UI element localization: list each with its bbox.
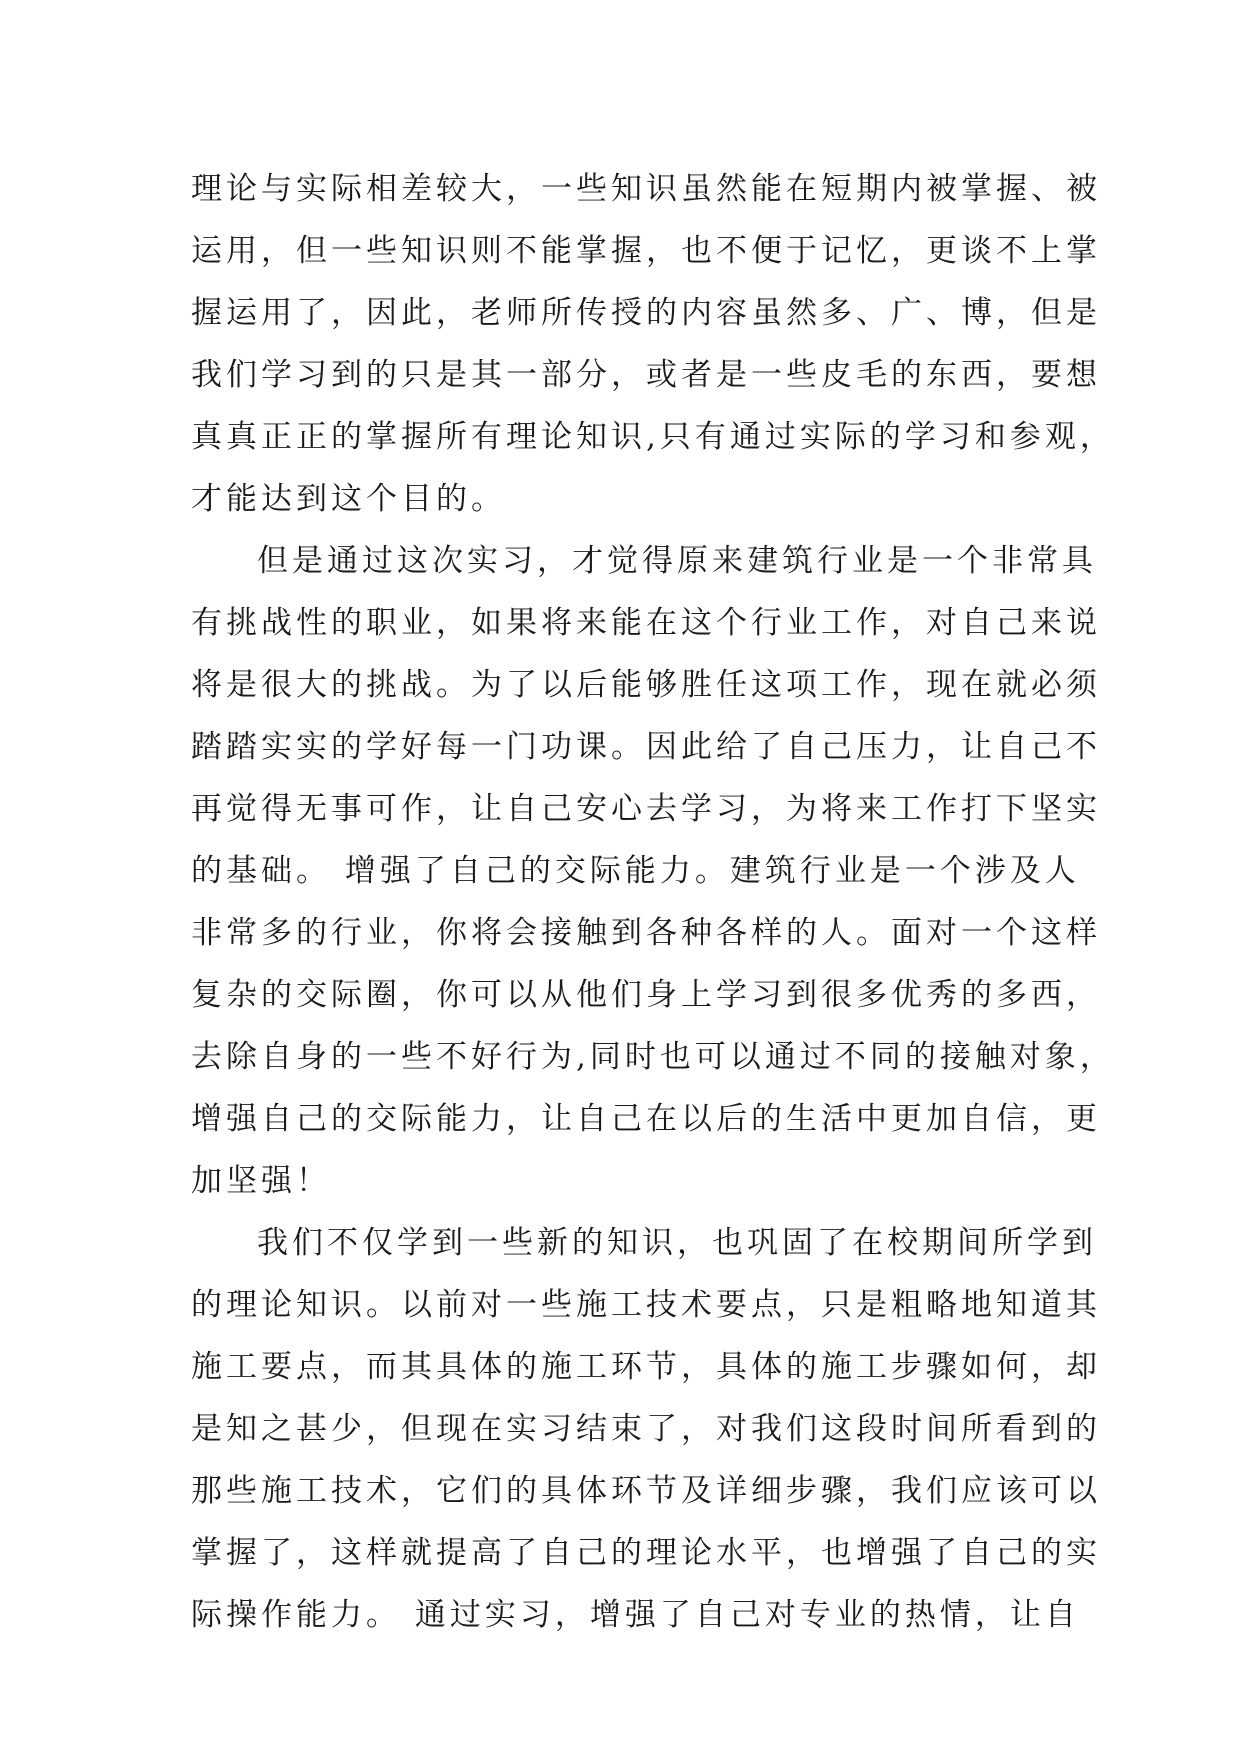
text-line: 有挑战性的职业，如果将来能在这个行业工作，对自己来说 bbox=[191, 605, 1101, 641]
text-line: 去除自身的一些不好行为,同时也可以通过不同的接触对象， bbox=[191, 1039, 1115, 1075]
paragraph-2 bbox=[191, 530, 1115, 1212]
text-line: 才能达到这个目的。 bbox=[191, 481, 506, 517]
text-line: 那些施工技术，它们的具体环节及详细步骤，我们应该可以 bbox=[191, 1473, 1101, 1509]
text-line: 加坚强！ bbox=[191, 1163, 331, 1199]
body-text bbox=[191, 158, 1115, 1646]
text-line: 际操作能力。 通过实习，增强了自己对专业的热情，让自 bbox=[191, 1597, 1080, 1633]
text-line: 但是通过这次实习，才觉得原来建筑行业是一个非常具 bbox=[257, 543, 1097, 579]
text-line: 理论与实际相差较大，一些知识虽然能在短期内被掌握、被 bbox=[191, 171, 1101, 207]
text-line: 复杂的交际圈，你可以从他们身上学习到很多优秀的多西， bbox=[191, 977, 1101, 1013]
text-line: 是知之甚少，但现在实习结束了，对我们这段时间所看到的 bbox=[191, 1411, 1101, 1447]
text-line: 施工要点，而其具体的施工环节，具体的施工步骤如何，却 bbox=[191, 1349, 1101, 1385]
text-line: 将是很大的挑战。为了以后能够胜任这项工作，现在就必须 bbox=[191, 667, 1101, 703]
text-line: 再觉得无事可作，让自己安心去学习，为将来工作打下坚实 bbox=[191, 791, 1101, 827]
text-line: 增强自己的交际能力，让自己在以后的生活中更加自信，更 bbox=[191, 1101, 1101, 1137]
text-line: 运用，但一些知识则不能掌握，也不便于记忆，更谈不上掌 bbox=[191, 233, 1101, 269]
text-line: 握运用了，因此，老师所传授的内容虽然多、广、博，但是 bbox=[191, 295, 1101, 331]
text-line: 掌握了，这样就提高了自己的理论水平，也增强了自己的实 bbox=[191, 1535, 1101, 1571]
text-line: 的理论知识。以前对一些施工技术要点，只是粗略地知道其 bbox=[191, 1287, 1101, 1323]
text-line: 我们不仅学到一些新的知识，也巩固了在校期间所学到 bbox=[257, 1225, 1097, 1261]
text-line: 非常多的行业，你将会接触到各种各样的人。面对一个这样 bbox=[191, 915, 1101, 951]
paragraph-1 bbox=[191, 158, 1115, 530]
text-line: 我们学习到的只是其一部分，或者是一些皮毛的东西，要想 bbox=[191, 357, 1101, 393]
text-line: 真真正正的掌握所有理论知识,只有通过实际的学习和参观， bbox=[191, 419, 1115, 455]
text-line: 踏踏实实的学好每一门功课。因此给了自己压力，让自己不 bbox=[191, 729, 1101, 765]
paragraph-3 bbox=[191, 1212, 1101, 1646]
text-line: 的基础。 增强了自己的交际能力。建筑行业是一个涉及人 bbox=[191, 853, 1080, 889]
